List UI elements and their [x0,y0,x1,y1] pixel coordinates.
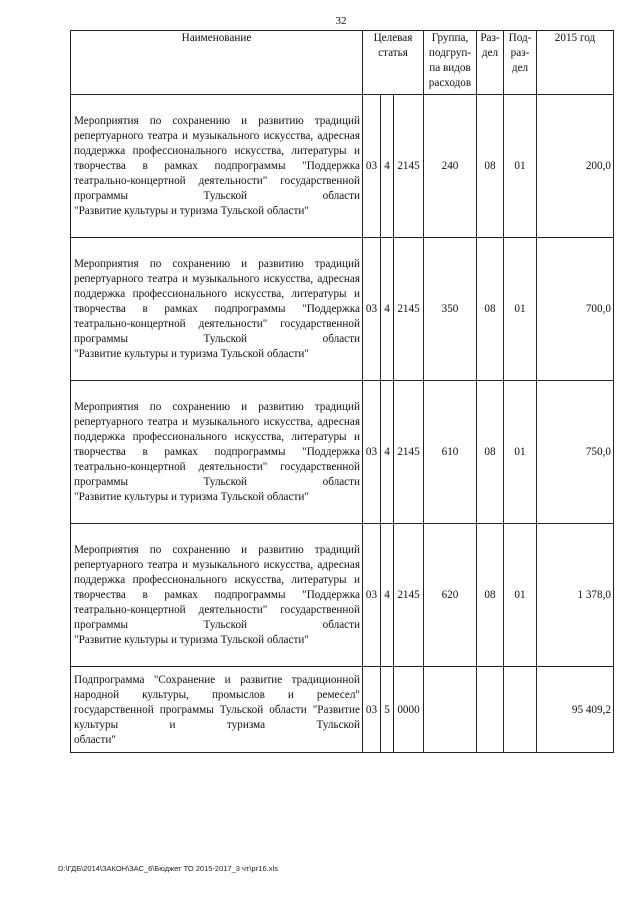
table-row [71,95,614,238]
description-last-line: "Развитие культуры и туризма Тульской области" [74,348,309,360]
header-section [477,31,504,95]
amount-2015: 1 378,0 [537,524,614,667]
header-subsection-line1: Под- [508,32,532,44]
budget-table [70,30,614,753]
description-text: Мероприятия по сохранению и развитию традиций репертуарного театра и музыкального искусства, адресная поддержка профессионального искусства, литературы и творчества в рамках подпрограммы "Поддержка театрально-концертной деятельности" государственной программы Тульской области [74,544,360,631]
page-number: 32 [335,15,347,27]
subsection: 01 [504,238,537,381]
target-article-program: 03 [363,381,381,524]
header-group-line4: расходов [428,77,472,89]
header-group-line2: подгруп- [428,47,472,59]
description-last-line: области" [74,733,116,746]
header-expense-group [424,31,477,95]
expense-group: 620 [424,524,477,667]
amount-2015: 750,0 [537,381,614,524]
table-row [71,381,614,524]
description-last-line: "Развитие культуры и туризма Тульской области" [74,491,309,503]
target-article-subprogram: 5 [381,667,394,753]
target-article-code: 2145 [394,381,424,524]
expense-group: 610 [424,381,477,524]
description-text: Мероприятия по сохранению и развитию традиций репертуарного театра и музыкального искусства, адресная поддержка профессионального искусства, литературы и творчества в рамках подпрограммы "Поддержка театрально-концертной деятельности" государственной программы Тульской области [74,115,360,202]
target-article-program: 03 [363,238,381,381]
target-article-subprogram: 4 [381,95,394,238]
expense-group: 350 [424,238,477,381]
row-description [71,524,363,667]
target-article-code: 0000 [394,667,424,753]
row-description [71,95,363,238]
target-article-code: 2145 [394,238,424,381]
subsection: 01 [504,524,537,667]
target-article-program: 03 [363,524,381,667]
header-group-line3: па видов [429,62,471,74]
header-target-article [363,31,424,95]
amount-2015: 95 409,2 [537,667,614,753]
expense-group: 240 [424,95,477,238]
section: 08 [477,524,504,667]
description-text: Мероприятия по сохранению и развитию традиций репертуарного театра и музыкального искусства, адресная поддержка профессионального искусства, литературы и творчества в рамках подпрограммы "Поддержка театрально-концертной деятельности" государственной программы Тульской области [74,258,360,345]
row-description [71,667,363,753]
section: 08 [477,238,504,381]
subsection: 01 [504,381,537,524]
description-last-line: "Развитие культуры и туризма Тульской области" [74,634,309,646]
table-row [71,524,614,667]
header-subsection [504,31,537,95]
section: 08 [477,95,504,238]
section [477,667,504,753]
header-group-line1: Группа, [431,32,469,44]
target-article-subprogram: 4 [381,381,394,524]
description-last-line: "Развитие культуры и туризма Тульской области" [74,205,309,217]
target-article-subprogram: 4 [381,524,394,667]
description-text: Подпрограмма "Сохранение и развитие традиционной народной культуры, промыслов и ремесел" государственной программы Тульской области "Развитие культуры и туризма Тульской [74,673,360,731]
amount-2015: 700,0 [537,238,614,381]
expense-group [424,667,477,753]
section: 08 [477,381,504,524]
subsection: 01 [504,95,537,238]
header-section-line1: Раз- [480,32,500,44]
file-path-footer: D:\ГДБ\2014\ЗАКОН\ЗАС_6\Бюджет ТО 2015-2017_3 чт\рг16.xls [58,864,278,873]
header-subsection-line3: дел [511,62,529,74]
header-name: Наименование [71,31,363,95]
table-header-row [71,31,614,95]
header-section-line2: дел [481,47,499,59]
target-article-code: 2145 [394,524,424,667]
row-description [71,238,363,381]
target-article-program: 03 [363,95,381,238]
amount-2015: 200,0 [537,95,614,238]
header-subsection-line2: раз- [510,47,530,59]
header-year: 2015 год [537,31,614,95]
description-text: Мероприятия по сохранению и развитию традиций репертуарного театра и музыкального искусства, адресная поддержка профессионального искусства, литературы и творчества в рамках подпрограммы "Поддержка театрально-концертной деятельности" государственной программы Тульской области [74,401,360,488]
header-target-article-text: Целевая статья [373,32,413,59]
target-article-subprogram: 4 [381,238,394,381]
target-article-code: 2145 [394,95,424,238]
table-row [71,238,614,381]
target-article-program: 03 [363,667,381,753]
row-description [71,381,363,524]
subsection [504,667,537,753]
table-row [71,667,614,753]
